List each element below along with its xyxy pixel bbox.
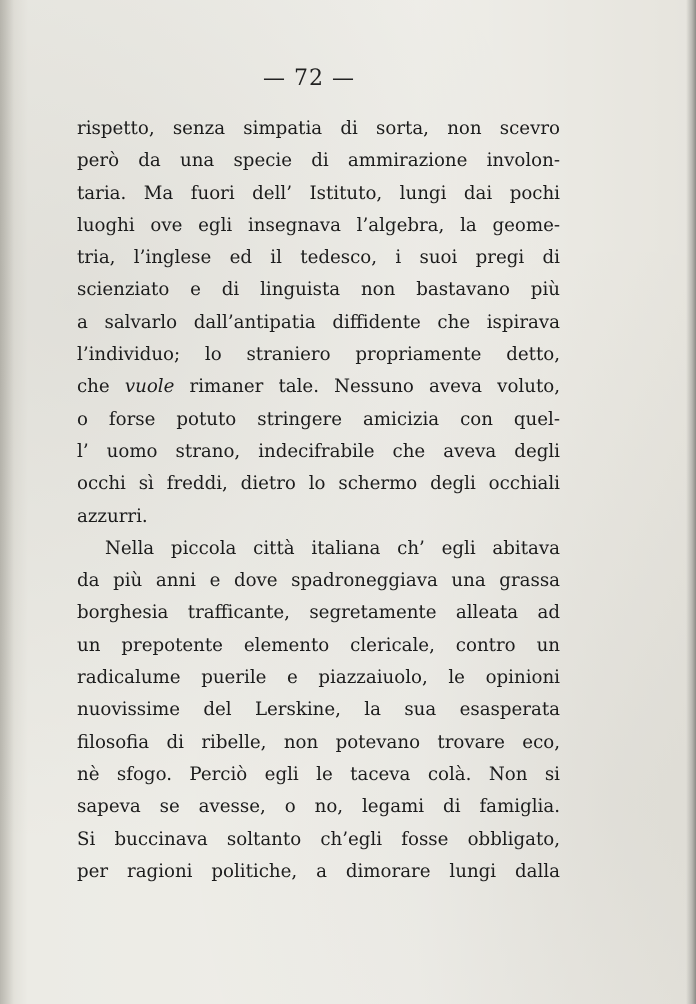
italic-word: vuole xyxy=(124,376,175,398)
text-line: nè sfogo. Perciò egli le taceva colà. Non si xyxy=(77,763,560,785)
text-segment: rimaner tale. Nessuno aveva voluto, xyxy=(174,376,560,398)
text-line: radicalume puerile e piazzaiuolo, le opinioni xyxy=(77,667,560,689)
text-line: l’ uomo strano, indecifrabile che aveva degli xyxy=(77,440,560,462)
text-line: a salvarlo dall’antipatia diffidente che ispirava xyxy=(77,311,560,333)
text-line: filosofia di ribelle, non potevano trovare eco, xyxy=(77,731,560,753)
text-line: taria. Ma fuori dell’ Istituto, lungi dai pochi xyxy=(77,182,560,204)
text-line: l’individuo; lo straniero propriamente detto, xyxy=(77,344,560,366)
paragraph-first-line: Nella piccola città italiana ch’ egli abitava xyxy=(105,537,560,559)
text-line: occhi sì freddi, dietro lo schermo degli occhiali xyxy=(77,473,560,495)
text-line: tria, l’inglese ed il tedesco, i suoi pregi di xyxy=(77,247,560,269)
text-line: nuovissime del Lerskine, la sua esasperata xyxy=(77,699,560,721)
text-line: da più anni e dove spadroneggiava una grassa xyxy=(77,570,560,592)
text-line: per ragioni politiche, a dimorare lungi dalla xyxy=(77,860,560,882)
page-edge-shadow xyxy=(686,0,696,1004)
text-line: o forse potuto stringere amicizia con quel- xyxy=(77,408,560,430)
text-line: scienziato e di linguista non bastavano più xyxy=(77,279,560,301)
text-line: rispetto, senza simpatia di sorta, non scevro xyxy=(77,118,560,139)
text-line: borghesia trafficante, segretamente alleata ad xyxy=(77,602,560,624)
text-line: azzurri. xyxy=(77,505,148,527)
page-binding-shadow xyxy=(0,0,14,1004)
body-text xyxy=(77,113,560,888)
text-line: un prepotente elemento clericale, contro un xyxy=(77,634,560,656)
page-number: — 72 — xyxy=(263,66,355,91)
text-line: però da una specie di ammirazione involon- xyxy=(77,150,560,172)
text-segment: che xyxy=(77,376,125,398)
text-line: Si buccinava soltanto ch’egli fosse obbligato, xyxy=(77,828,560,850)
text-line: luoghi ove egli insegnava l’algebra, la geome- xyxy=(77,214,560,236)
text-line xyxy=(77,371,560,403)
text-line: sapeva se avesse, o no, legami di famiglia. xyxy=(77,796,560,818)
